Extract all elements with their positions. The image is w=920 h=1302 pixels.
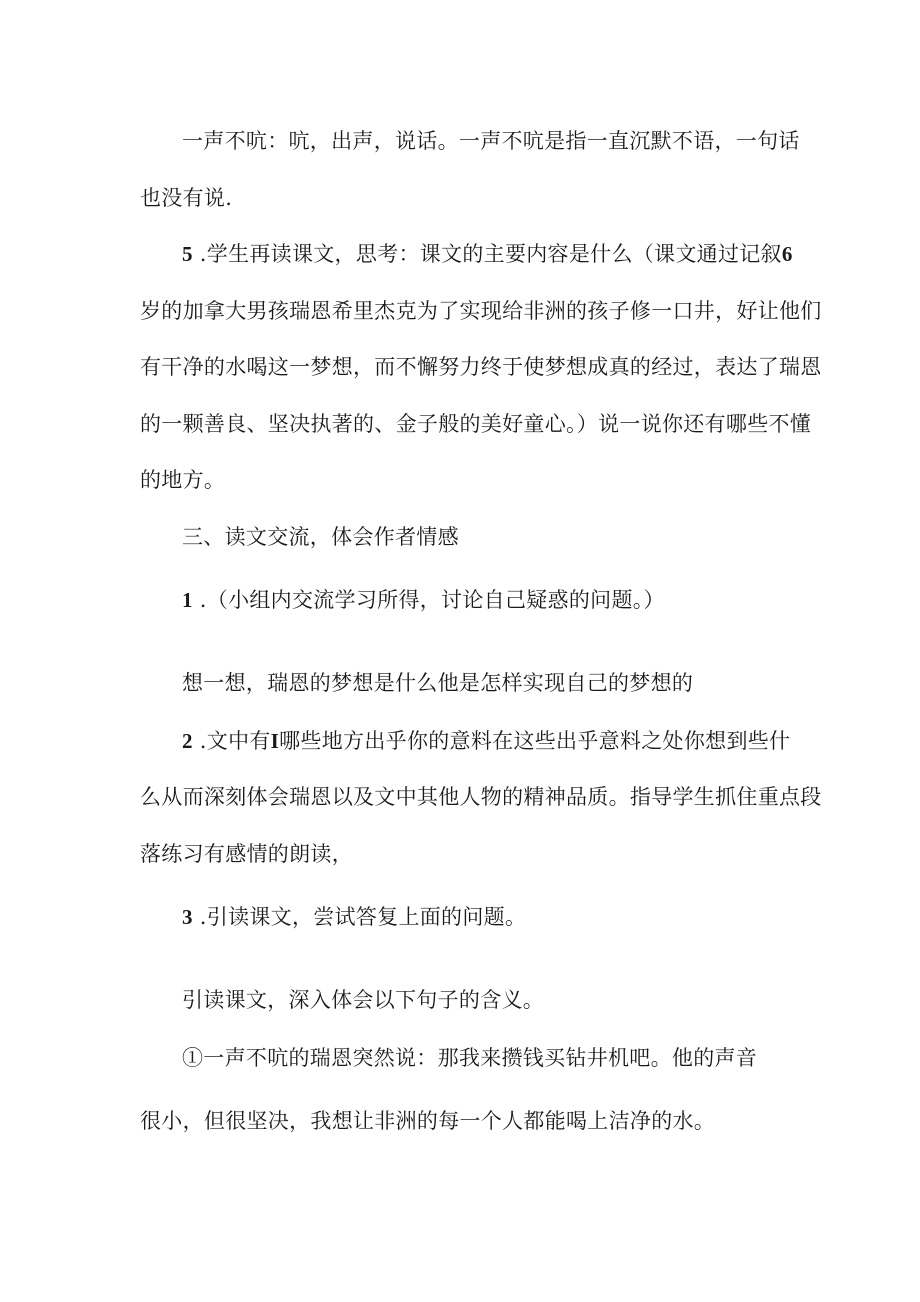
para-9-line-2: 很小，但很坚决，我想让非洲的每一个人都能喝上洁净的水。 [140, 1109, 716, 1133]
para-5-line-1: 想一想，瑞恩的梦想是什么他是怎样实现自己的梦想的 [182, 671, 694, 695]
para-4-number: 1 [182, 588, 193, 612]
para-4-line-1-text: .（小组内交流学习所得，讨论自己疑惑的问题。） [192, 588, 665, 612]
para-2-line-1 [182, 240, 793, 268]
para-2-line-4: 的一颗善良、坚决执著的、金子般的美好童心。）说一说你还有哪些不懂 [140, 412, 812, 436]
section-heading: 三、读文交流，体会作者情感 [182, 525, 459, 549]
para-6-line-3: 落练习有感情的朗读， [140, 842, 353, 866]
para-6-line-1-text-b: 哪些地方出乎你的意料在这些出乎意料之处你想到些什 [279, 729, 791, 753]
para-9-line-1: ①一声不吭的瑞恩突然说：那我来攒钱买钻井机吧。他的声音 [182, 1046, 758, 1070]
para-7-number: 3 [182, 905, 193, 929]
para-6-bold-i: I [270, 729, 280, 753]
para-4-line-1 [182, 586, 665, 614]
para-6-line-1-text-a: .文中有 [192, 729, 271, 753]
para-2-line-3: 有干净的水喝这一梦想，而不懈努力终于使梦想成真的经过，表达了瑞恩 [140, 355, 822, 379]
para-7-line-1-text: .引读课文，尝试答复上面的问题。 [192, 905, 527, 929]
para-6-number: 2 [182, 729, 193, 753]
para-2-number-end: 6 [781, 242, 793, 266]
para-6-line-1 [182, 727, 790, 755]
para-2-line-1-text: .学生再读课文，思考：课文的主要内容是什么（课文通过记叙 [192, 242, 782, 266]
para-1-line-1: 一声不吭：吭，出声，说话。一声不吭是指一直沉默不语，一句话 [182, 129, 800, 153]
para-1-line-2: 也没有说. [140, 186, 233, 210]
para-6-line-2: 么从而深刻体会瑞恩以及文中其他人物的精神品质。指导学生抓住重点段 [140, 785, 822, 809]
para-8-line-1: 引读课文，深入体会以下句子的含义。 [182, 988, 545, 1012]
para-2-line-5: 的地方。 [140, 468, 226, 492]
para-7-line-1 [182, 903, 526, 931]
para-2-line-2: 岁的加拿大男孩瑞恩希里杰克为了实现给非洲的孩子修一口井，好让他们 [140, 299, 822, 323]
para-2-number: 5 [182, 242, 193, 266]
